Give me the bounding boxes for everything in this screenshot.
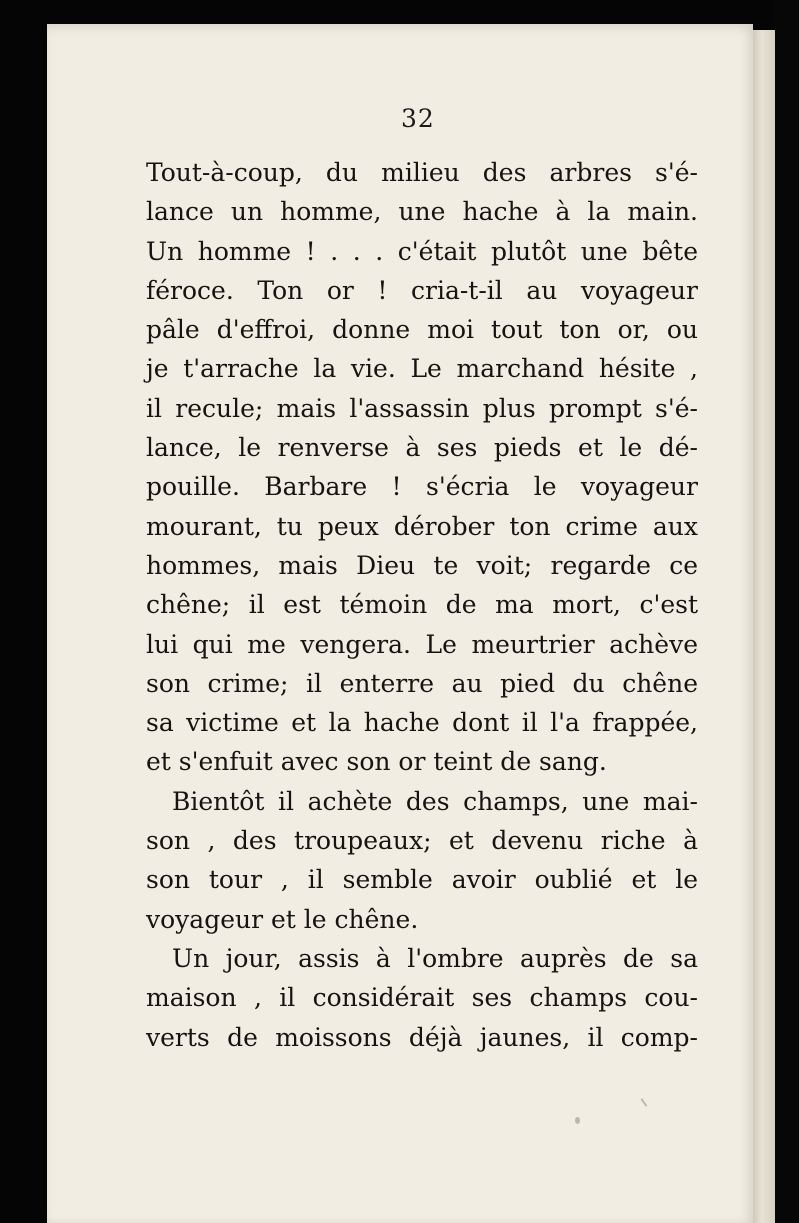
text-line: il recule; mais l'assassin plus prompt s'é-: [146, 393, 698, 423]
paper-mark: [641, 1098, 648, 1107]
text-line: lance un homme, une hache à la main.: [146, 197, 698, 227]
text-line: verts de moissons déjà jaunes, il comp-: [146, 1022, 698, 1052]
text-line: maison , il considérait ses champs cou-: [146, 983, 698, 1013]
body-text: [146, 153, 698, 1057]
text-line: lui qui me vengera. Le meurtrier achève: [146, 629, 698, 659]
text-line: féroce. Ton or ! cria-t-il au voyageur: [146, 275, 698, 305]
text-line: pouille. Barbare ! s'écria le voyageur: [146, 472, 698, 502]
text-line: Tout-à-coup, du milieu des arbres s'é-: [146, 158, 698, 187]
text-line: son crime; il enterre au pied du chêne: [146, 668, 698, 698]
text-line: Un homme ! . . . c'était plutôt une bête: [146, 236, 698, 266]
text-line: mourant, tu peux dérober ton crime aux: [146, 511, 698, 541]
text-line: pâle d'effroi, donne moi tout ton or, ou: [146, 315, 698, 345]
page-number: 32: [401, 104, 435, 133]
paragraph-start-line: Un jour, assis à l'ombre auprès de sa: [172, 943, 698, 973]
text-line: lance, le renverse à ses pieds et le dé-: [146, 433, 698, 463]
paragraph-end-line: et s'enfuit avec son or teint de sang.: [146, 747, 607, 777]
text-line: son , des troupeaux; et devenu riche à: [146, 826, 698, 856]
adjacent-page-edge: [753, 30, 775, 1223]
text-line: je t'arrache la vie. Le marchand hésite ,: [146, 354, 698, 384]
text-line: sa victime et la hache dont il l'a frappée,: [146, 708, 698, 738]
text-line: hommes, mais Dieu te voit; regarde ce: [146, 550, 698, 580]
binding-shadow: [775, 0, 799, 1223]
paragraph-end-line: voyageur et le chêne.: [146, 904, 419, 934]
paper-speck: [575, 1117, 580, 1124]
paragraph-start-line: Bientôt il achète des champs, une mai-: [172, 786, 698, 816]
text-line: son tour , il semble avoir oublié et le: [146, 865, 698, 895]
text-line: chêne; il est témoin de ma mort, c'est: [146, 590, 698, 620]
